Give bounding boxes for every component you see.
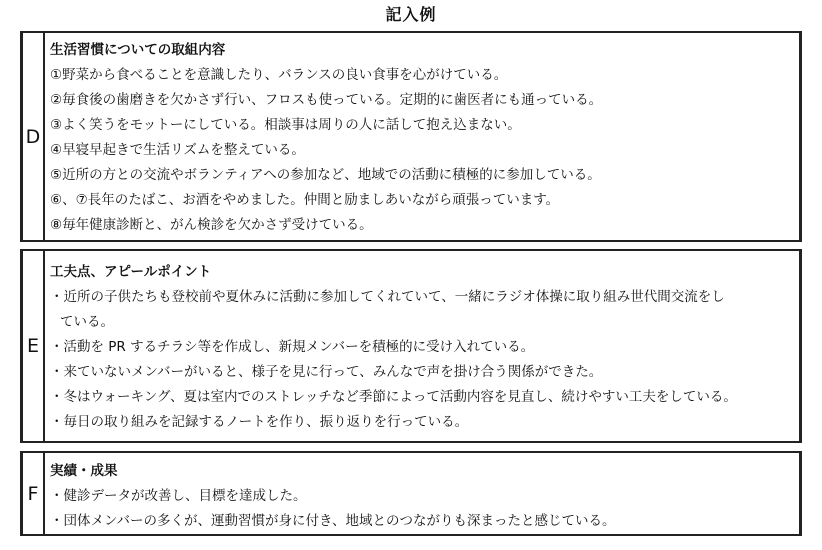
section-letter: F <box>23 453 45 534</box>
section-e <box>20 249 802 443</box>
list-item: ・近所の子供たちも登校前や夏休みに活動に参加してくれていて、一緒にラジオ体操に取り組み世代間交流をし <box>50 289 725 305</box>
section-d <box>20 31 802 242</box>
section-body <box>50 459 793 534</box>
section-heading: 工夫点、アピールポイント <box>50 264 212 280</box>
list-item: ③よく笑うをモットーにしている。相談事は周りの人に話して抱え込まない。 <box>50 117 521 133</box>
list-item: ⑥、⑦長年のたばこ、お酒をやめました。仲間と励ましあいながら頑張っています。 <box>50 192 560 208</box>
list-item-continuation: ている。 <box>60 314 114 330</box>
section-letter: D <box>23 33 45 240</box>
section-body <box>50 260 793 435</box>
page-title: 記入例 <box>385 5 437 24</box>
list-item: ⑧毎年健康診断と、がん検診を欠かさず受けている。 <box>50 217 373 233</box>
list-item: ・冬はウォーキング、夏は室内でのストレッチなど季節によって活動内容を見直し、続けやすい工夫をしている。 <box>50 389 737 405</box>
list-item: ・活動を PR するチラシ等を作成し、新規メンバーを積極的に受け入れている。 <box>50 339 535 355</box>
section-letter: E <box>23 251 45 441</box>
section-heading: 実績・成果 <box>50 463 118 479</box>
list-item: ・団体メンバーの多くが、運動習慣が身に付き、地域とのつながりも深まったと感じている。 <box>50 513 616 529</box>
list-item: ②毎食後の歯磨きを欠かさず行い、フロスも使っている。定期的に歯医者にも通っている。 <box>50 92 603 108</box>
list-item: ・毎日の取り組みを記録するノートを作り、振り返りを行っている。 <box>50 414 469 430</box>
section-body <box>50 38 793 238</box>
list-item: ①野菜から食べることを意識したり、バランスの良い食事を心がけている。 <box>50 67 508 83</box>
section-heading: 生活習慣についての取組内容 <box>50 42 226 58</box>
list-item: ・来ていないメンバーがいると、様子を見に行って、みんなで声を掛け合う関係ができた。 <box>50 364 603 380</box>
section-f <box>20 451 802 536</box>
list-item: ④早寝早起きで生活リズムを整えている。 <box>50 142 305 158</box>
list-item: ⑤近所の方との交流やボランティアへの参加など、地域での活動に積極的に参加している。 <box>50 167 601 183</box>
list-item: ・健診データが改善し、目標を達成した。 <box>50 488 307 504</box>
